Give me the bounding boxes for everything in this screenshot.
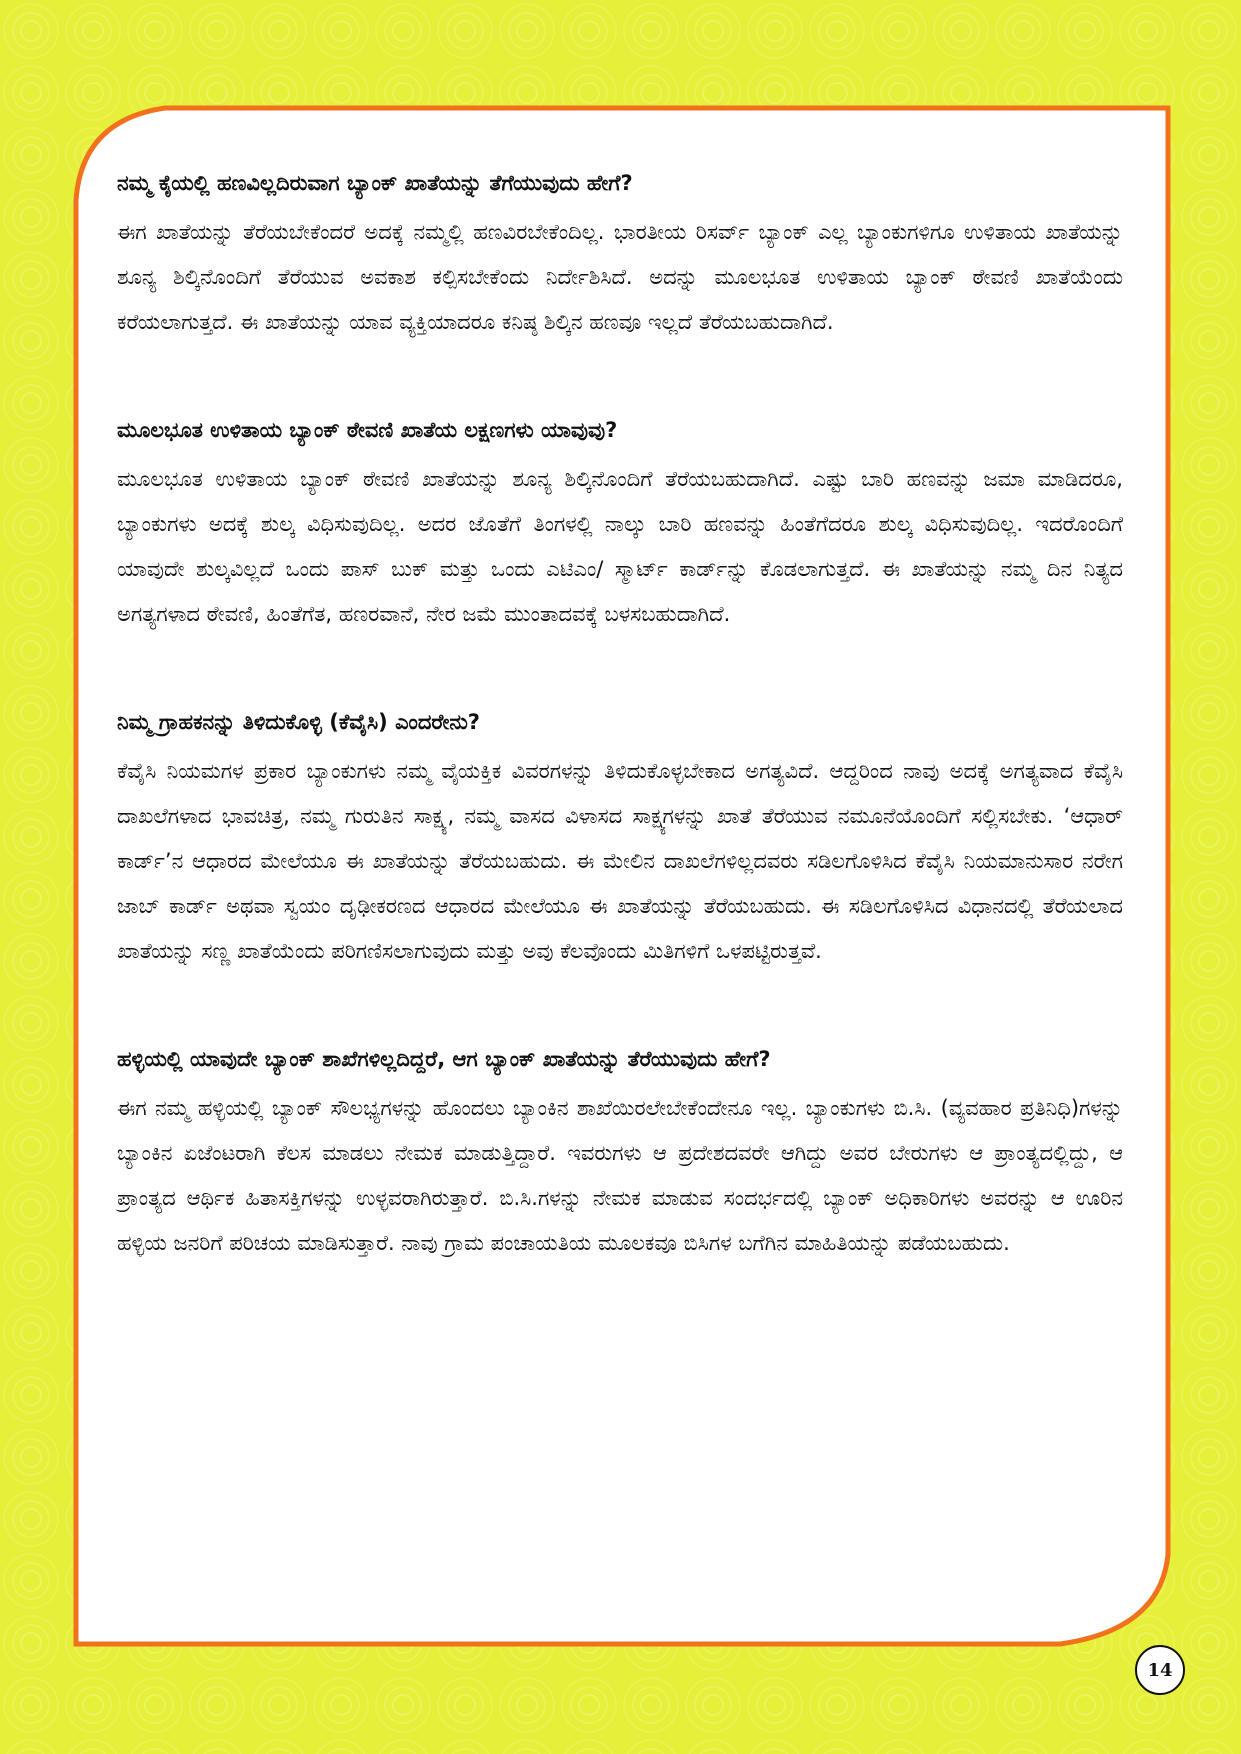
section-3 <box>117 707 1123 974</box>
section-heading: ನಮ್ಮ ಕೈಯಲ್ಲಿ ಹಣವಿಲ್ಲದಿರುವಾಗ ಬ್ಯಾಂಕ್ ಖಾತೆಯನ್ನು ತೆಗೆಯುವುದು ಹೇಗೆ? <box>117 171 633 195</box>
section-2 <box>117 415 1123 637</box>
section-1 <box>117 168 1123 345</box>
document-body <box>117 168 1123 1336</box>
section-paragraph: ಈಗ ಖಾತೆಯನ್ನು ತೆರೆಯಬೇಕೆಂದರೆ ಅದಕ್ಕೆ ನಮ್ಮಲ್ಲಿ ಹಣವಿರಬೇಕೆಂದಿಲ್ಲ. ಭಾರತೀಯ ರಿಸರ್ವ್ ಬ್ಯಾಂಕ್ ಎಲ್ಲ ಬ್ಯಾಂಕುಗಳಿಗೂ ಉಳಿತಾಯ ಖಾತೆಯನ್ನು ಶೂನ್ಯ ಶಿಲ್ಕಿನೊಂದಿಗೆ ತೆರೆಯುವ ಅವಕಾಶ ಕಲ್ಪಿಸಬೇಕೆಂದು ನಿರ್ದೇಶಿಸಿದೆ. ಅದನ್ನು ಮೂಲಭೂತ ಉಳಿತಾಯ ಬ್ಯಾಂಕ್ ಠೇವಣಿ ಖಾತೆಯೆಂದು ಕರೆಯಲಾಗುತ್ತದೆ. ಈ ಖಾತೆಯನ್ನು ಯಾವ ವ್ಯಕ್ತಿಯಾದರೂ ಕನಿಷ್ಠ ಶಿಲ್ಕಿನ ಹಣವೂ ಇಲ್ಲದೆ ತೆರೆಯಬಹುದಾಗಿದೆ. <box>117 220 1123 334</box>
section-heading: ಹಳ್ಳಿಯಲ್ಲಿ ಯಾವುದೇ ಬ್ಯಾಂಕ್ ಶಾಖೆಗಳಿಲ್ಲದಿದ್ದರೆ, ಆಗ ಬ್ಯಾಂಕ್ ಖಾತೆಯನ್ನು ತೆರೆಯುವುದು ಹೇಗೆ? <box>117 1047 771 1071</box>
section-paragraph: ಕೆವೈಸಿ ನಿಯಮಗಳ ಪ್ರಕಾರ ಬ್ಯಾಂಕುಗಳು ನಮ್ಮ ವೈಯಕ್ತಿಕ ವಿವರಗಳನ್ನು ತಿಳಿದುಕೊಳ್ಳಬೇಕಾದ ಅಗತ್ಯವಿದೆ. ಆದ್ದರಿಂದ ನಾವು ಅದಕ್ಕೆ ಅಗತ್ಯವಾದ ಕೆವೈಸಿ ದಾಖಲೆಗಳಾದ ಭಾವಚಿತ್ರ, ನಮ್ಮ ಗುರುತಿನ ಸಾಕ್ಷ್ಯ, ನಮ್ಮ ವಾಸದ ವಿಳಾಸದ ಸಾಕ್ಷ್ಯಗಳನ್ನು ಖಾತೆ ತೆರೆಯುವ ನಮೂನೆಯೊಂದಿಗೆ ಸಲ್ಲಿಸಬೇಕು. ‘ಆಧಾರ್ ಕಾರ್ಡ್’ನ ಆಧಾರದ ಮೇಲೆಯೂ ಈ ಖಾತೆಯನ್ನು ತೆರೆಯಬಹುದು. ಈ ಮೇಲಿನ ದಾಖಲೆಗಳಿಲ್ಲದವರು ಸಡಿಲಗೊಳಿಸಿದ ಕೆವೈಸಿ ನಿಯಮಾನುಸಾರ ನರೇಗ ಜಾಬ್ ಕಾರ್ಡ್ ಅಥವಾ ಸ್ವಯಂ ದೃಢೀಕರಣದ ಆಧಾರದ ಮೇಲೆಯೂ ಈ ಖಾತೆಯನ್ನು ತೆರೆಯಬಹುದು. ಈ ಸಡಿಲಗೊಳಿಸಿದ ವಿಧಾನದಲ್ಲಿ ತೆರೆಯಲಾದ ಖಾತೆಯನ್ನು ಸಣ್ಣ ಖಾತೆಯೆಂದು ಪರಿಗಣಿಸಲಾಗುವುದು ಮತ್ತು ಅವು ಕೆಲವೊಂದು ಮಿತಿಗಳಿಗೆ ಒಳಪಟ್ಟಿರುತ್ತವೆ. <box>117 759 1123 963</box>
section-paragraph: ಈಗ ನಮ್ಮ ಹಳ್ಳಿಯಲ್ಲಿ ಬ್ಯಾಂಕ್ ಸೌಲಭ್ಯಗಳನ್ನು ಹೊಂದಲು ಬ್ಯಾಂಕಿನ ಶಾಖೆಯಿರಲೇಬೇಕೆಂದೇನೂ ಇಲ್ಲ. ಬ್ಯಾಂಕುಗಳು ಬಿ.ಸಿ. (ವ್ಯವಹಾರ ಪ್ರತಿನಿಧಿ)ಗಳನ್ನು ಬ್ಯಾಂಕಿನ ಏಜೆಂಟರಾಗಿ ಕೆಲಸ ಮಾಡಲು ನೇಮಕ ಮಾಡುತ್ತಿದ್ದಾರೆ. ಇವರುಗಳು ಆ ಪ್ರದೇಶದವರೇ ಆಗಿದ್ದು ಅವರ ಬೇರುಗಳು ಆ ಪ್ರಾಂತ್ಯದಲ್ಲಿದ್ದು, ಆ ಪ್ರಾಂತ್ಯದ ಆರ್ಥಿಕ ಹಿತಾಸಕ್ತಿಗಳನ್ನು ಉಳ್ಳವರಾಗಿರುತ್ತಾರೆ. ಬಿ.ಸಿ.ಗಳನ್ನು ನೇಮಕ ಮಾಡುವ ಸಂದರ್ಭದಲ್ಲಿ ಬ್ಯಾಂಕ್ ಅಧಿಕಾರಿಗಳು ಅವರನ್ನು ಆ ಊರಿನ ಹಳ್ಳಿಯ ಜನರಿಗೆ ಪರಿಚಯ ಮಾಡಿಸುತ್ತಾರೆ. ನಾವು ಗ್ರಾಮ ಪಂಚಾಯತಿಯ ಮೂಲಕವೂ ಬಿಸಿಗಳ ಬಗೆಗಿನ ಮಾಹಿತಿಯನ್ನು ಪಡೆಯಬಹುದು. <box>117 1096 1123 1255</box>
section-4 <box>117 1044 1123 1266</box>
section-heading: ಮೂಲಭೂತ ಉಳಿತಾಯ ಬ್ಯಾಂಕ್ ಠೇವಣಿ ಖಾತೆಯ ಲಕ್ಷಣಗಳು ಯಾವುವು? <box>117 418 618 442</box>
section-heading: ನಿಮ್ಮ ಗ್ರಾಹಕನನ್ನು ತಿಳಿದುಕೊಳ್ಳಿ (ಕೆವೈಸಿ) ಎಂದರೇನು? <box>117 710 480 734</box>
page-number: 14 <box>1135 1645 1185 1695</box>
section-paragraph: ಮೂಲಭೂತ ಉಳಿತಾಯ ಬ್ಯಾಂಕ್ ಠೇವಣಿ ಖಾತೆಯನ್ನು ಶೂನ್ಯ ಶಿಲ್ಕಿನೊಂದಿಗೆ ತೆರೆಯಬಹುದಾಗಿದೆ. ಎಷ್ಟು ಬಾರಿ ಹಣವನ್ನು ಜಮಾ ಮಾಡಿದರೂ, ಬ್ಯಾಂಕುಗಳು ಅದಕ್ಕೆ ಶುಲ್ಕ ವಿಧಿಸುವುದಿಲ್ಲ. ಅದರ ಜೊತೆಗೆ ತಿಂಗಳಲ್ಲಿ ನಾಲ್ಕು ಬಾರಿ ಹಣವನ್ನು ಹಿಂತೆಗೆದರೂ ಶುಲ್ಕ ವಿಧಿಸುವುದಿಲ್ಲ. ಇದರೊಂದಿಗೆ ಯಾವುದೇ ಶುಲ್ಕವಿಲ್ಲದೆ ಒಂದು ಪಾಸ್ ಬುಕ್ ಮತ್ತು ಒಂದು ಎಟಿಎಂ/ ಸ್ಮಾರ್ಟ್ ಕಾರ್ಡ್‌ನ್ನು ಕೊಡಲಾಗುತ್ತದೆ. ಈ ಖಾತೆಯನ್ನು ನಮ್ಮ ದಿನ ನಿತ್ಯದ ಅಗತ್ಯಗಳಾದ ಠೇವಣಿ, ಹಿಂತೆಗೆತ, ಹಣರವಾನೆ, ನೇರ ಜಮೆ ಮುಂತಾದವಕ್ಕೆ ಬಳಸಬಹುದಾಗಿದೆ. <box>117 467 1123 626</box>
